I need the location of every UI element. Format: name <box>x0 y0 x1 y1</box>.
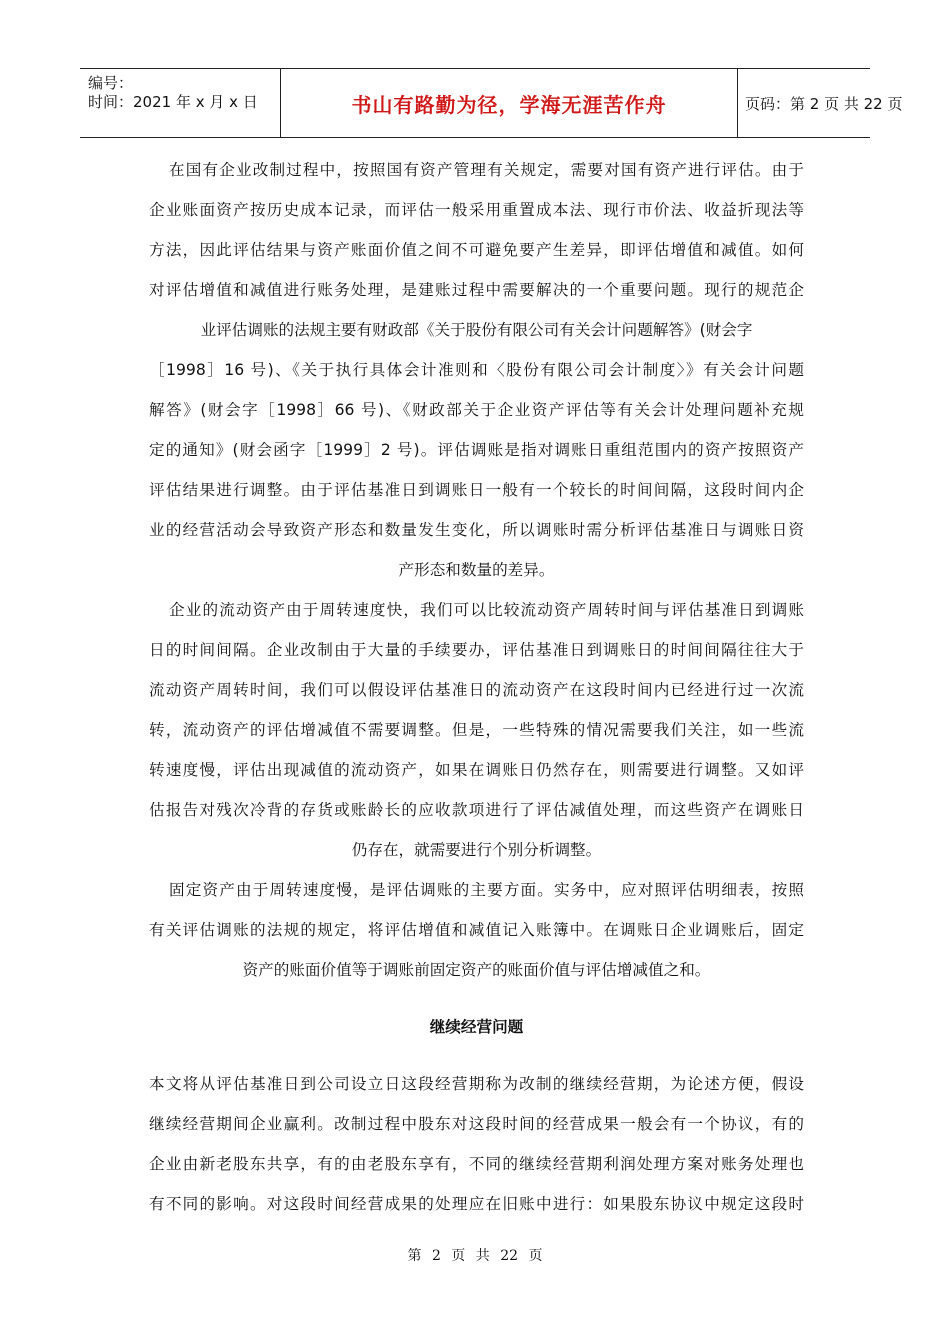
document-number-label: 编号： <box>88 74 134 92</box>
text-line: 日的时间间隔。企业改制由于大量的手续要办，评估基准日到调账日的时间间隔往往大于 <box>149 641 804 659</box>
header-page-info: 页码：第 2 页 共 22 页 <box>745 94 903 113</box>
paragraph-current-assets <box>149 590 804 870</box>
text-line: 固定资产由于周转速度慢，是评估调账的主要方面。实务中，应对照评估明细表，按照 <box>169 881 804 899</box>
text-line: 继续经营期间企业赢利。改制过程中股东对这段时间的经营成果一般会有一个协议，有的 <box>149 1115 804 1133</box>
header-meta-cell <box>80 69 280 137</box>
text-line: 转，流动资产的评估增减值不需要调整。但是，一些特殊的情况需要我们关注，如一些流 <box>149 721 804 739</box>
page-footer: 第 2 页 共 22 页 <box>407 1248 543 1264</box>
document-date-label: 时间：2021 年 x 月 x 日 <box>88 93 258 111</box>
header-motto-cell <box>280 69 738 137</box>
text-line: 有不同的影响。对这段时间经营成果的处理应在旧账中进行：如果股东协议中规定这段时 <box>149 1195 804 1213</box>
text-line: 仍存在，就需要进行个别分析调整。 <box>351 841 602 859</box>
text-line: 定的通知》(财会函字［1999］2 号)。评估调账是指对调账日重组范围内的资产按照资产 <box>149 441 804 459</box>
text-line: 业的经营活动会导致资产形态和数量发生变化，所以调账时需分析评估基准日与调账日资 <box>149 521 804 539</box>
text-line: 估报告对残次冷背的存货或账龄长的应收款项进行了评估减值处理，而这些资产在调账日 <box>149 801 804 819</box>
text-line: 资产的账面价值等于调账前固定资产的账面价值与评估增减值之和。 <box>242 961 711 979</box>
header-motto: 书山有路勤为径，学海无涯苦作舟 <box>351 92 667 117</box>
section-heading: 继续经营问题 <box>429 1018 524 1036</box>
text-line: ［1998］16 号)、《关于执行具体会计准则和〈股份有限公司会计制度〉》有关会计问题 <box>149 361 804 379</box>
header-page-cell <box>737 69 903 137</box>
text-line: 流动资产周转时间，我们可以假设评估基准日的流动资产在这段时间内已经进行过一次流 <box>149 681 804 699</box>
text-line: 转速度慢，评估出现减值的流动资产，如果在调账日仍然存在，则需要进行调整。又如评 <box>149 761 804 779</box>
paragraph-valuation-intro <box>149 150 804 590</box>
text-line: 业评估调账的法规主要有财政部《关于股份有限公司有关会计问题解答》(财会字 <box>200 321 753 339</box>
text-line: 在国有企业改制过程中，按照国有资产管理有关规定，需要对国有资产进行评估。由于 <box>169 161 804 179</box>
text-line: 企业账面资产按历史成本记录，而评估一般采用重置成本法、现行市价法、收益折现法等 <box>149 201 804 219</box>
text-line: 解答》(财会字［1998］66 号)、《财政部关于企业资产评估等有关会计处理问题补充规 <box>149 401 804 419</box>
text-line: 方法，因此评估结果与资产账面价值之间不可避免要产生差异，即评估增值和减值。如何 <box>149 241 804 259</box>
paragraph-continuing-operations <box>149 1064 804 1224</box>
text-line: 产形态和数量的差异。 <box>398 561 555 579</box>
text-line: 本文将从评估基准日到公司设立日这段经营期称为改制的继续经营期，为论述方便，假设 <box>149 1075 804 1093</box>
text-line: 对评估增值和减值进行账务处理，是建账过程中需要解决的一个重要问题。现行的规范企 <box>149 281 804 299</box>
text-line: 有关评估调账的法规的规定，将评估增值和减值记入账簿中。在调账日企业调账后，固定 <box>149 921 804 939</box>
document-header <box>80 68 903 138</box>
paragraph-fixed-assets <box>149 870 804 990</box>
text-line: 评估结果进行调整。由于评估基准日到调账日一般有一个较长的时间间隔，这段时间内企 <box>149 481 804 499</box>
text-line: 企业的流动资产由于周转速度快，我们可以比较流动资产周转时间与评估基准日到调账 <box>169 601 804 619</box>
text-line: 企业由新老股东共享，有的由老股东享有，不同的继续经营期利润处理方案对账务处理也 <box>149 1155 804 1173</box>
